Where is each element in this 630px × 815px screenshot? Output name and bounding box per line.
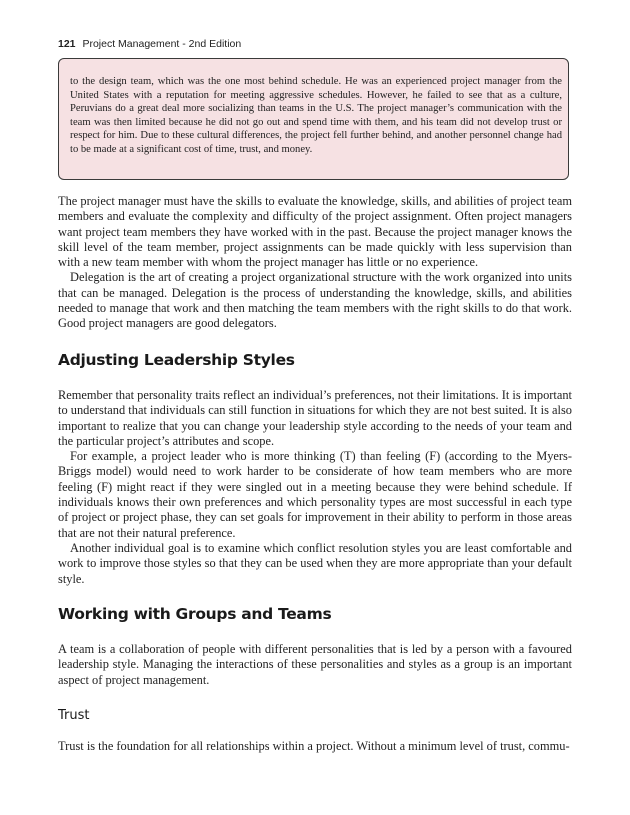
leadership-section-body: [58, 388, 572, 587]
section-heading-working-with-groups-and-teams: Working with Groups and Teams: [58, 605, 332, 623]
callout-text: to the design team, which was the one most behind schedule. He was an experienced project manager from the United States with a reputation for meeting aggressive schedules. However, he failed to see that as a culture, Peruvians do a great deal more socializing than teams in the U.S. The project manager’s communication with the team was then limited because he did not go out and spend time with them, and his team did not develop trust or respect for him. Due to these cultural differences, the project fell further behind, and another personnel change had to be made at a significant cost of time, trust, and money.: [70, 76, 562, 155]
section-heading-adjusting-leadership-styles: Adjusting Leadership Styles: [58, 351, 295, 369]
paragraph: For example, a project leader who is more thinking (T) than feeling (F) (according to the Myers-Briggs model) would need to work harder to be considerate of how team members who are more feeling (F) might react if they were singled out in a meeting because they were behind schedule. If individuals knows their own preferences and which personality types are most successful in each type of project or project phase, they can set goals for improvement in their ability to perform in those areas that are not their natural preference.: [58, 449, 572, 540]
page-header: [58, 38, 241, 50]
paragraph: Delegation is the art of creating a project organizational structure with the work organized into units that can be managed. Delegation is the process of understanding the knowledge, skills, and abilities needed to manage that work and then matching the team members with the right skills to do that work. Good project managers are good delegators.: [58, 270, 572, 331]
intro-section: [58, 194, 572, 332]
page-number: 121: [58, 38, 76, 50]
paragraph: Trust is the foundation for all relationships within a project. Without a minimum level of trust, commu-: [58, 739, 570, 753]
book-title: Project Management - 2nd Edition: [82, 38, 242, 50]
paragraph: The project manager must have the skills to evaluate the knowledge, skills, and abilities of project team members and evaluate the complexity and difficulty of the project assignment. Often project managers want project team members they have worked with in the past. Because the project manager knows the skill level of the team member, project assignments can be made quickly with less supervision than with a new team member with whom the project manager has little or no experience.: [58, 194, 572, 270]
trust-section-body: [58, 739, 572, 754]
paragraph: Another individual goal is to examine which conflict resolution styles you are least comfortable and work to improve those styles so that they can be used when they are more appropriate than your default style.: [58, 540, 572, 586]
paragraph: A team is a collaboration of people with different personalities that is led by a person with a favoured leadership style. Managing the interactions of these personalities and styles as a group is an important aspect of project management.: [58, 642, 572, 687]
groups-section-body: [58, 642, 572, 688]
paragraph: Remember that personality traits reflect an individual’s preferences, not their limitations. It is important to understand that individuals can still function in situations for which they are not best suited. It is also important to realize that you can change your leadership style according to the needs of your team and the particular project’s attributes and scope.: [58, 388, 572, 448]
subsection-heading-trust: Trust: [58, 708, 90, 723]
callout-box: [58, 58, 569, 180]
